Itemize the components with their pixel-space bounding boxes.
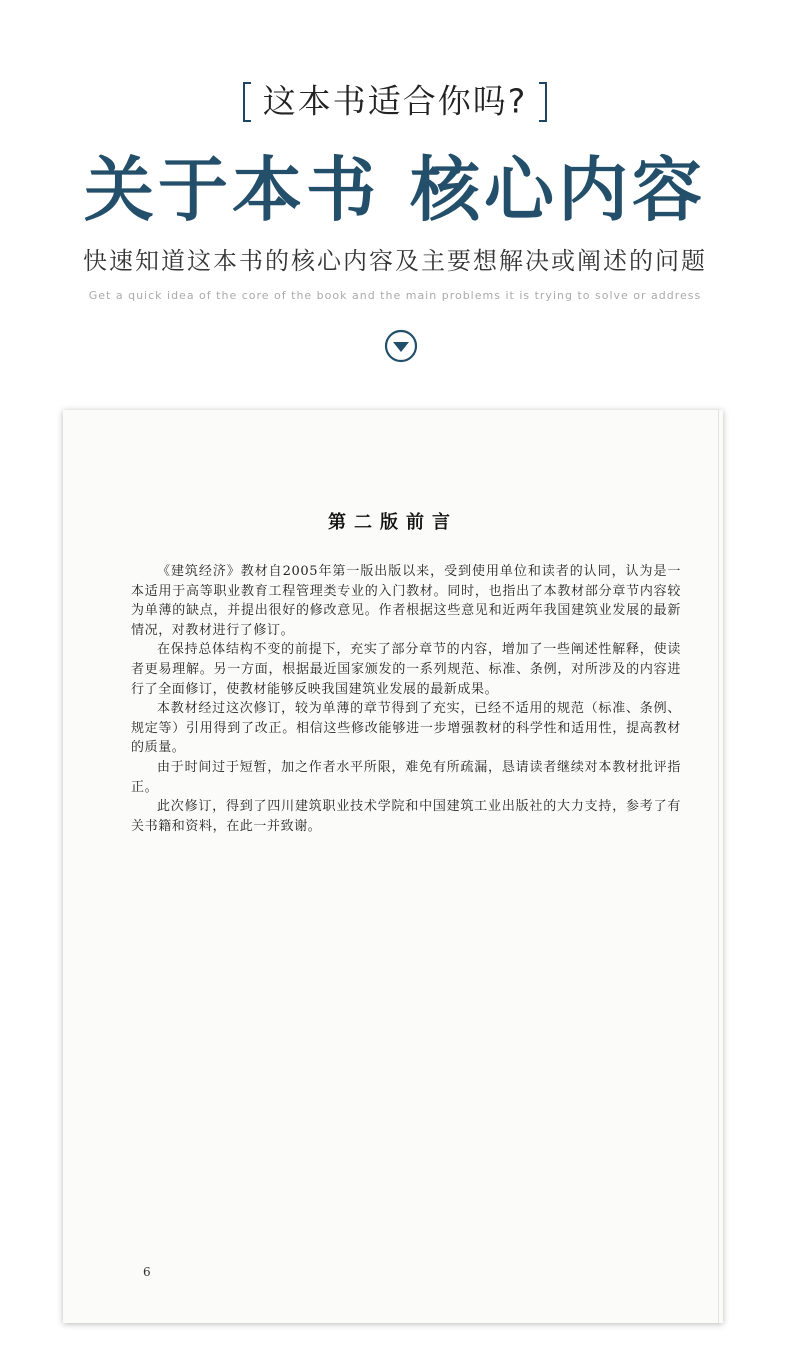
right-bracket-icon [539,82,547,122]
subtitle: 快速知道这本书的核心内容及主要想解决或阐述的问题 [83,247,707,275]
main-title [0,148,790,232]
paragraph: 《建筑经济》教材自2005年第一版出版以来，受到使用单位和读者的认同，认为是一本适用于高等职业教育工程管理类专业的入门教材。同时，也指出了本教材部分章节内容较为单薄的缺点，并提出很好的修改意见。作者根据这些意见和近两年我国建筑业发展的最新情况，对教材进行了修订。 [131,564,681,638]
question-heading [0,78,790,124]
page-number: 6 [143,1265,151,1279]
preface-title: 第二版前言 [328,512,458,533]
paragraph: 由于时间过于短暂，加之作者水平所限，难免有所疏漏，恳请读者继续对本教材批评指正。 [131,759,681,795]
book-page [63,410,723,1323]
preface-body [131,562,681,836]
paragraph: 在保持总体结构不变的前提下，充实了部分章节的内容，增加了一些阐述性解释，使读者更易理解。另一方面，根据最近国家颁发的一系列规范、标准、条例，对所涉及的内容进行了全面修订，使教材能够反映我国建筑业发展的最新成果。 [131,642,681,697]
chevron-down-circle-icon [384,329,418,363]
subtitle-english: Get a quick idea of the core of the book and the main problems it is trying to solve or address [88,289,702,302]
left-bracket-icon [243,82,251,122]
paragraph: 此次修订，得到了四川建筑职业技术学院和中国建筑工业出版社的大力支持，参考了有关书籍和资料，在此一并致谢。 [131,799,681,834]
paragraph: 本教材经过这次修订，较为单薄的章节得到了充实，已经不适用的规范（标准、条例、规定等）引用得到了改正。相信这些修改能够进一步增强教材的科学性和适用性，提高教材的质量。 [131,701,681,756]
intro-header [0,0,790,400]
main-title-part1: 关于本书 [84,148,380,231]
question-text: 这本书适合你吗? [262,81,528,121]
main-title-part2: 核心内容 [410,148,706,231]
page-edge [718,410,719,1323]
